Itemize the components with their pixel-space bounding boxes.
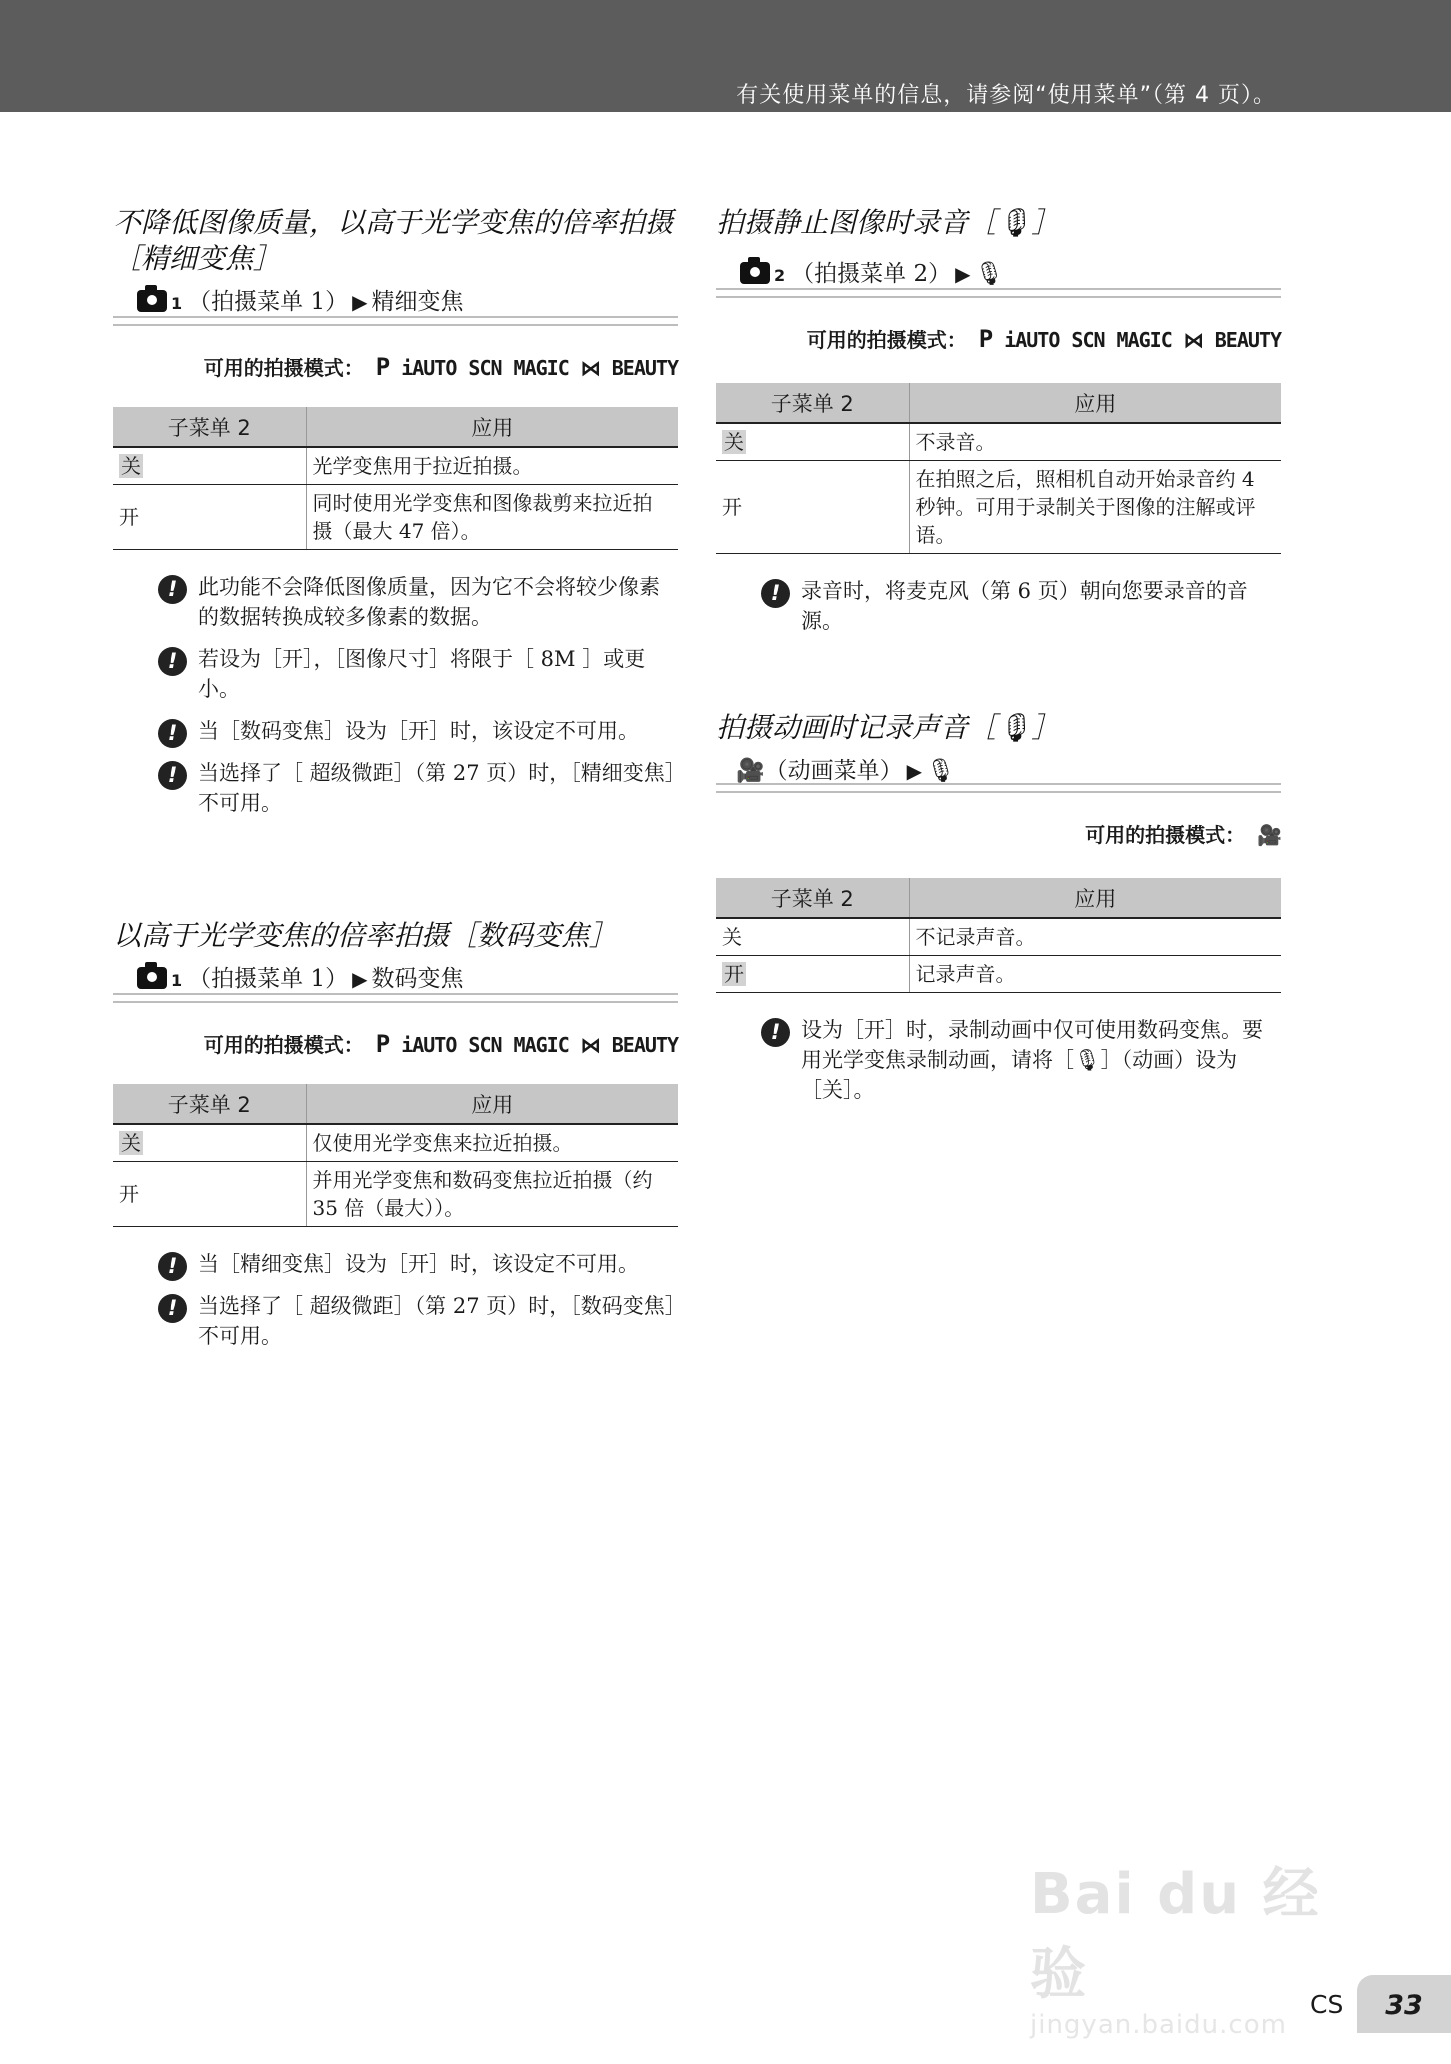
note-text: 当选择了［ 超级微距］（第 27 页）时，［精细变焦］不可用。 [198, 761, 676, 815]
notes-list [716, 1015, 1281, 1105]
program-mode-icon: P [978, 325, 993, 353]
col-application: 应用 [909, 878, 1281, 918]
arrow-icon: ▶ [906, 759, 923, 783]
table-row [113, 1124, 678, 1162]
table-header-row [113, 407, 678, 447]
col-submenu: 子菜单 2 [716, 878, 909, 918]
menu-path-text: （拍摄菜单 1） [188, 966, 349, 992]
option-value: 关 [724, 430, 744, 454]
available-modes [113, 352, 678, 381]
scn-mode-icon: SCN [1071, 328, 1105, 352]
option-desc: 不记录声音。 [909, 918, 1281, 956]
menu-path-text: （拍摄菜单 1） [188, 289, 349, 315]
camera-menu-2-icon [740, 262, 770, 284]
option-desc: 并用光学变焦和数码变焦拉近拍摄（约 35 倍（最大））。 [306, 1162, 678, 1227]
col-application: 应用 [306, 407, 678, 447]
microphone-icon: 🎙 [926, 758, 956, 784]
available-modes [113, 1029, 678, 1058]
table-row [716, 461, 1281, 554]
col-application: 应用 [306, 1084, 678, 1124]
available-modes [716, 324, 1281, 353]
option-desc: 不录音。 [909, 423, 1281, 461]
note-item [158, 1249, 678, 1279]
option-value: 开 [113, 485, 306, 550]
menu-path [716, 752, 1281, 793]
caution-icon: ! [761, 579, 790, 608]
section-title: 以高于光学变焦的倍率拍摄［数码变焦］ [113, 919, 618, 952]
magic-mode-icon: MAGIC [513, 1033, 569, 1057]
panorama-mode-icon: ⋈ [580, 356, 600, 380]
section-fine-zoom [113, 205, 678, 830]
caution-icon: ! [158, 575, 187, 604]
note-item [158, 758, 678, 818]
option-desc: 同时使用光学变焦和图像裁剪来拉近拍摄（最大 47 倍）。 [306, 485, 678, 550]
modes-label: 可用的拍摄模式： [203, 356, 364, 380]
option-value: 开 [724, 962, 744, 986]
col-submenu: 子菜单 2 [113, 407, 306, 447]
notes-list [113, 1249, 678, 1351]
arrow-icon: ▶ [352, 290, 368, 314]
beauty-mode-icon: BEAUTY [611, 1033, 678, 1057]
note-item [761, 576, 1281, 636]
caution-icon: ! [761, 1018, 790, 1047]
table-header-row [716, 383, 1281, 423]
page-number: 33 [1357, 1975, 1451, 2033]
magic-mode-icon: MAGIC [1116, 328, 1172, 352]
caution-icon: ! [158, 647, 187, 676]
panorama-mode-icon: ⋈ [580, 1033, 600, 1057]
menu-path-text: （拍摄菜单 2） [791, 261, 952, 287]
language-code: CS [1310, 1990, 1344, 2019]
menu-number: 2 [774, 266, 786, 285]
beauty-mode-icon: BEAUTY [611, 356, 678, 380]
table-row [113, 447, 678, 485]
menu-target: 精细变焦 [371, 289, 464, 315]
watermark-url: jingyan.baidu.com [1030, 2010, 1287, 2040]
movie-mode-icon: 🎥 [1257, 823, 1281, 847]
section-title: 拍摄动画时记录声音［🎙］ [716, 711, 1060, 744]
available-modes [716, 819, 1281, 848]
panorama-mode-icon: ⋈ [1183, 328, 1203, 352]
program-mode-icon: P [375, 353, 390, 381]
modes-label: 可用的拍摄模式： [806, 328, 967, 352]
caution-icon: ! [158, 1294, 187, 1323]
note-text: 录音时，将麦克风（第 6 页）朝向您要录音的音源。 [801, 579, 1248, 633]
note-text: 当［精细变焦］设为［开］时，该设定不可用。 [198, 1252, 639, 1276]
table-row [716, 918, 1281, 956]
option-value: 关 [121, 1131, 141, 1155]
scn-mode-icon: SCN [468, 1033, 502, 1057]
arrow-icon: ▶ [955, 262, 971, 286]
option-desc: 光学变焦用于拉近拍摄。 [306, 447, 678, 485]
options-table [716, 878, 1281, 993]
note-text: 此功能不会降低图像质量，因为它不会将较少像素的数据转换成较多像素的数据。 [198, 575, 660, 629]
col-application: 应用 [909, 383, 1281, 423]
table-row [716, 956, 1281, 993]
iauto-mode-icon: iAUTO [1004, 328, 1060, 352]
notes-list [113, 572, 678, 818]
menu-target: 数码变焦 [371, 966, 464, 992]
modes-label: 可用的拍摄模式： [1085, 823, 1246, 847]
microphone-icon: 🎙 [974, 261, 1004, 287]
option-value: 开 [716, 461, 909, 554]
beauty-mode-icon: BEAUTY [1214, 328, 1281, 352]
col-submenu: 子菜单 2 [113, 1084, 306, 1124]
note-item [158, 1291, 678, 1351]
table-header-row [716, 878, 1281, 918]
menu-path [716, 255, 1281, 298]
notes-list [716, 576, 1281, 636]
camera-menu-1-icon [137, 967, 167, 989]
iauto-mode-icon: iAUTO [401, 356, 457, 380]
option-value: 关 [716, 918, 909, 956]
note-item [761, 1015, 1281, 1105]
section-digital-zoom [113, 918, 678, 1363]
menu-path [113, 283, 678, 326]
note-item [158, 644, 678, 704]
table-row [716, 423, 1281, 461]
note-text: 当［数码变焦］设为［开］时，该设定不可用。 [198, 719, 639, 743]
page-header [0, 0, 1451, 112]
note-text: 若设为［开］，［图像尺寸］将限于［ 8M ］或更小。 [198, 647, 646, 701]
movie-menu-icon: 🎥 [736, 758, 765, 784]
option-value: 开 [113, 1162, 306, 1227]
section-movie-audio [716, 710, 1281, 1117]
header-note: 有关使用菜单的信息，请参阅“使用菜单”（第 4 页）。 [736, 83, 1276, 108]
section-still-audio [716, 205, 1281, 648]
section-title: 不降低图像质量，以高于光学变焦的倍率拍摄［精细变焦］ [113, 206, 674, 275]
table-row [113, 485, 678, 550]
note-text: 当选择了［ 超级微距］（第 27 页）时，［数码变焦］不可用。 [198, 1294, 676, 1348]
option-value: 关 [121, 454, 141, 478]
scn-mode-icon: SCN [468, 356, 502, 380]
watermark-logo-text: Bai du 经验 [1030, 1862, 1321, 2007]
option-desc: 在拍照之后，照相机自动开始录音约 4 秒钟。可用于录制关于图像的注解或评语。 [909, 461, 1281, 554]
menu-number: 1 [171, 971, 183, 990]
note-text: 设为［开］时，录制动画中仅可使用数码变焦。要用光学变焦录制动画，请将［🎙］（动画）设为［关］。 [801, 1018, 1263, 1102]
option-desc: 仅使用光学变焦来拉近拍摄。 [306, 1124, 678, 1162]
magic-mode-icon: MAGIC [513, 356, 569, 380]
note-item [158, 716, 678, 746]
note-item [158, 572, 678, 632]
caution-icon: ! [158, 761, 187, 790]
table-row [113, 1162, 678, 1227]
options-table [113, 1084, 678, 1227]
caution-icon: ! [158, 1252, 187, 1281]
iauto-mode-icon: iAUTO [401, 1033, 457, 1057]
col-submenu: 子菜单 2 [716, 383, 909, 423]
program-mode-icon: P [375, 1030, 390, 1058]
menu-path-text: （动画菜单） [764, 758, 903, 784]
arrow-icon: ▶ [352, 967, 368, 991]
option-desc: 记录声音。 [909, 956, 1281, 993]
options-table [716, 383, 1281, 554]
menu-path [113, 960, 678, 1003]
table-header-row [113, 1084, 678, 1124]
modes-label: 可用的拍摄模式： [203, 1033, 364, 1057]
caution-icon: ! [158, 719, 187, 748]
menu-number: 1 [171, 294, 183, 313]
section-title: 拍摄静止图像时录音［🎙］ [716, 206, 1060, 239]
options-table [113, 407, 678, 550]
camera-menu-1-icon [137, 290, 167, 312]
